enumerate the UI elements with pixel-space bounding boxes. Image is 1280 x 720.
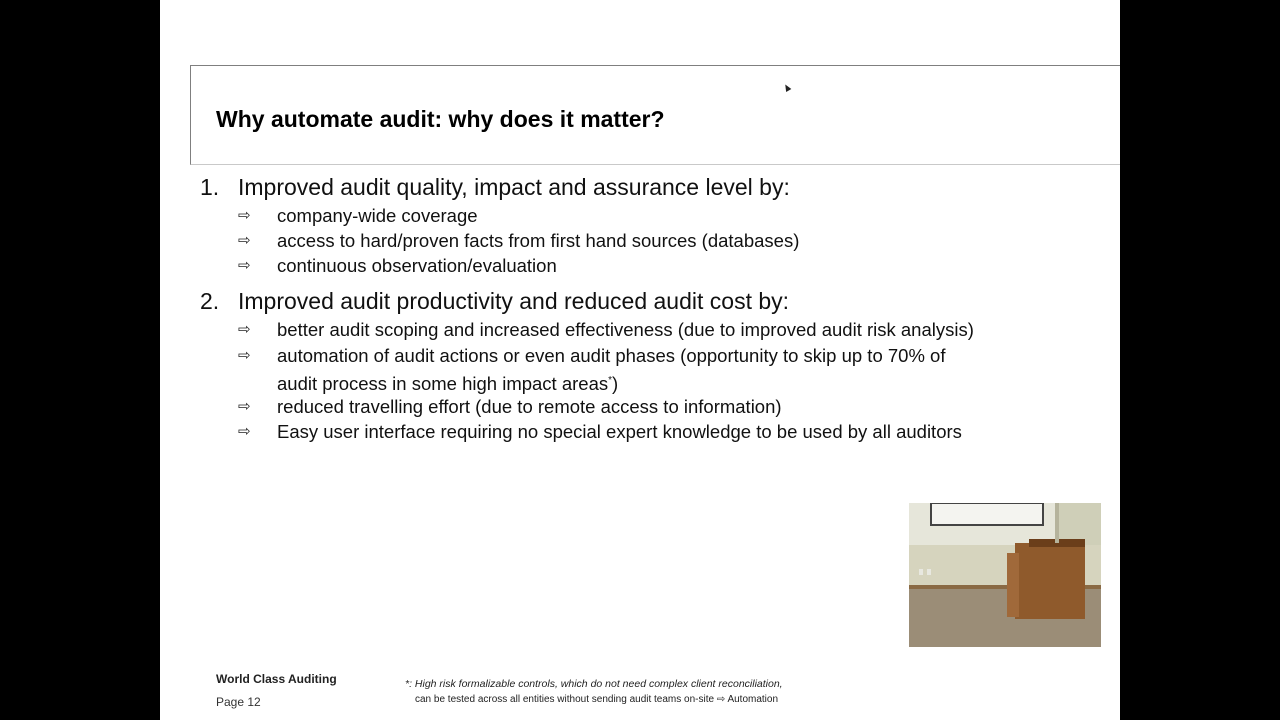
footer-title: World Class Auditing [216, 672, 337, 686]
arrow-icon: ⇨ [238, 207, 251, 224]
arrow-icon: ⇨ [238, 398, 251, 415]
subpoint-text: better audit scoping and increased effectiveness (due to improved audit risk analysis) [277, 319, 974, 340]
point-text: Improved audit productivity and reduced audit cost by: [238, 288, 790, 314]
footnote-line-1: *: High risk formalizable controls, which do not need complex client reconciliation, [405, 678, 783, 690]
subpoint [238, 343, 1087, 396]
point-number: 2. [200, 288, 220, 314]
subpoint-text: access to hard/proven facts from first hand sources (databases) [277, 230, 800, 251]
subpoint-line-2-end: ) [612, 373, 619, 395]
point-number: 1. [200, 174, 220, 200]
arrow-icon: ⇨ [238, 321, 251, 338]
arrow-icon: ⇨ [238, 257, 251, 274]
subpoint [238, 228, 1087, 253]
subpoint [238, 203, 1087, 228]
point-text: Improved audit quality, impact and assurance level by: [238, 174, 790, 200]
point-2 [200, 288, 789, 315]
subpoint-text: Easy user interface requiring no special expert knowledge to be used by all auditors [277, 421, 962, 442]
arrow-icon: ⇨ [238, 423, 251, 440]
subpoint [238, 394, 1087, 419]
subpoint-line-2: audit process in some high impact areas [277, 373, 609, 395]
lecture-room-image [909, 503, 1101, 647]
slide-title: Why automate audit: why does it matter? [216, 106, 665, 132]
subpoint-text: reduced travelling effort (due to remote access to information) [277, 396, 782, 417]
subpoint-text: continuous observation/evaluation [277, 255, 557, 276]
page-number: Page 12 [216, 695, 261, 709]
arrow-icon: ⇨ [238, 232, 251, 249]
presentation-slide [160, 0, 1120, 720]
subpoint-text: company-wide coverage [277, 205, 478, 226]
subpoint-text [277, 343, 1087, 396]
subpoint [238, 253, 1087, 278]
footnote-line-2: can be tested across all entities without sending audit teams on-site ⇨ Automation [415, 694, 779, 705]
subpoint [238, 317, 1087, 342]
point-1 [200, 174, 790, 201]
arrow-icon: ⇨ [238, 347, 251, 364]
subpoint-line-1: automation of audit actions or even audit phases (opportunity to skip up to 70% of [277, 345, 946, 366]
room-camera-video [909, 503, 1101, 647]
title-box [190, 65, 1120, 165]
subpoint [238, 419, 1087, 444]
footnote-mark: * [608, 375, 613, 386]
